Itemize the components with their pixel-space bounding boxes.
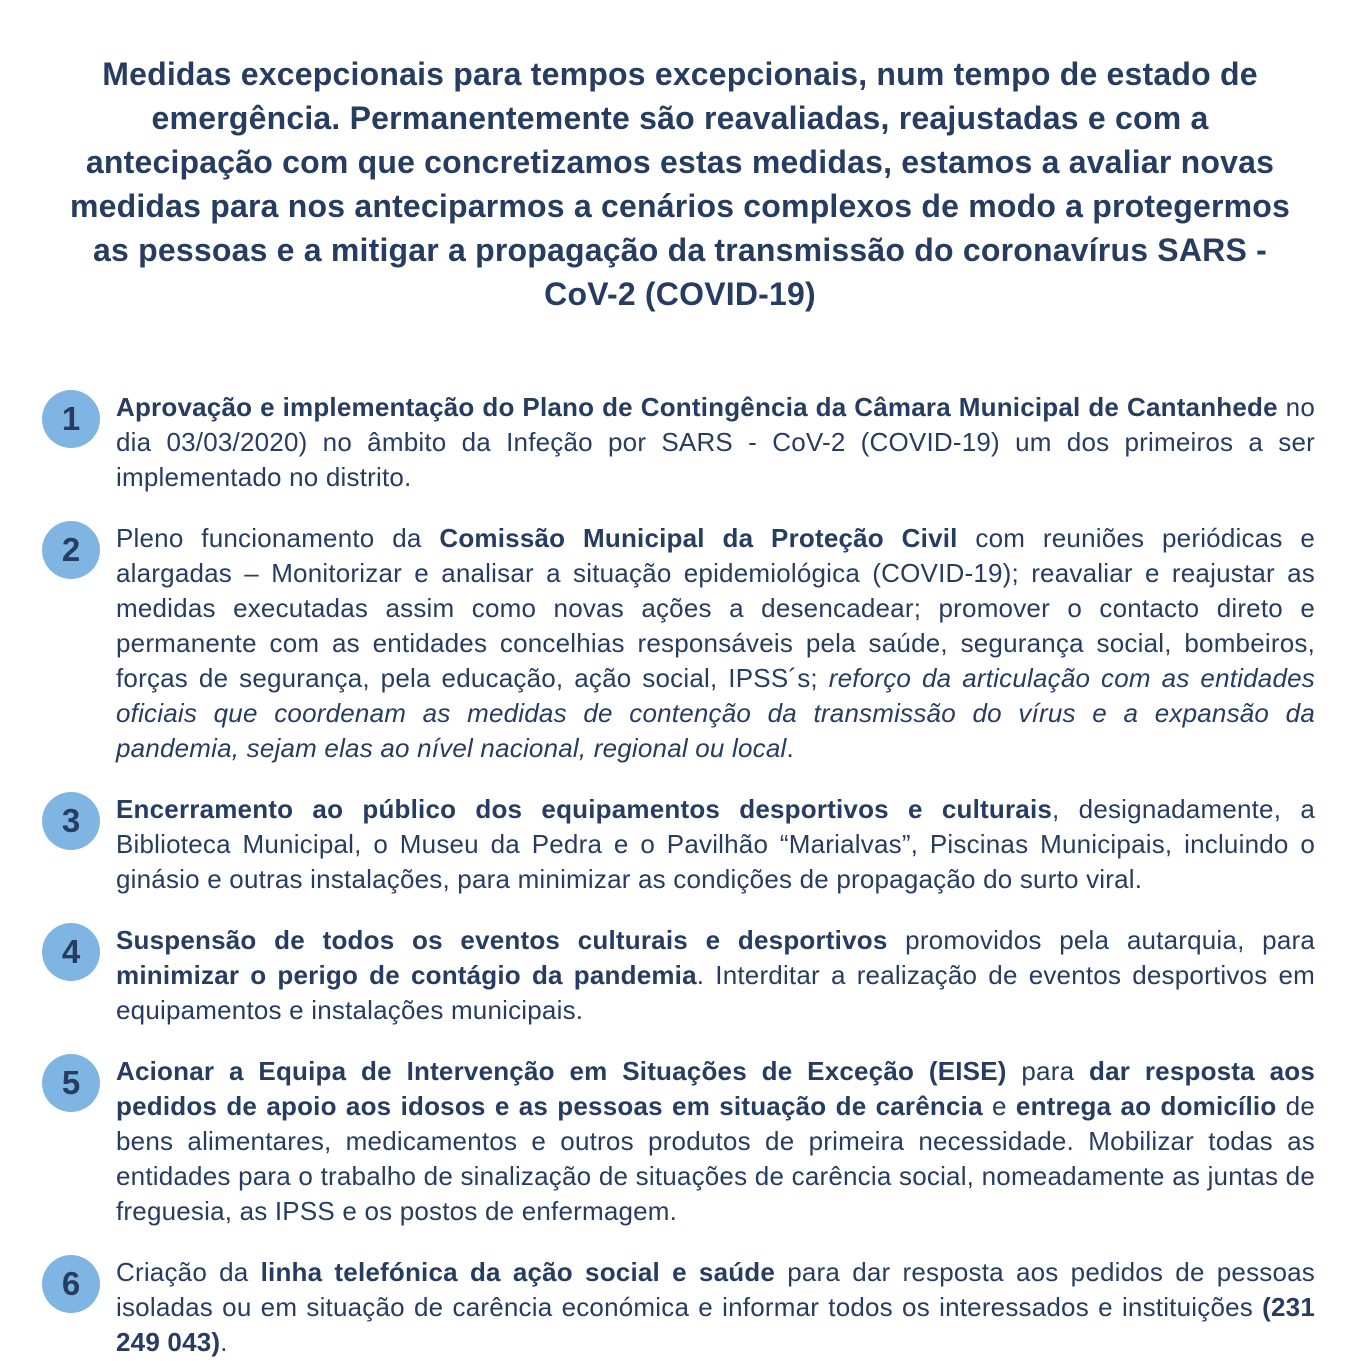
text-run-regular: . (220, 1327, 228, 1357)
text-run-regular: com reuniões periódicas e alargadas – Monitorizar e analisar a situação epidemiológica (COVID-19); reavaliar e reajustar as medidas executadas assim como novas ações a desencadear; promover o contacto direto e permanente com as entidades concelhias responsáveis pela saúde, segurança social, bombeiros, forças de segurança, pela educação, ação social, IPSS´s; (116, 523, 1315, 693)
number-badge-label: 4 (61, 932, 81, 970)
text-run-italic: reforço da articulação com as entidades oficiais que coordenam as medidas de contenção da transmissão do vírus e a expansão da pandemia, sejam elas ao nível nacional, regional ou local (116, 663, 1315, 763)
text-run-bold: entrega ao domicílio (1015, 1091, 1277, 1121)
text-run-regular: no dia 03/03/2020) no âmbito da Infeção por SARS - CoV-2 (COVID-19) um dos primeiros a ser implementado no distrito. (116, 392, 1315, 492)
number-badge-icon (42, 923, 100, 981)
measure-text (116, 1054, 1315, 1229)
text-run-bold: Encerramento ao público dos equipamentos desportivos e culturais (116, 794, 1053, 824)
number-badge-label: 5 (61, 1063, 81, 1101)
list-item (42, 521, 1315, 766)
text-run-regular: . (786, 733, 794, 763)
text-run-regular: Criação da (116, 1257, 261, 1287)
text-run-regular: de bens alimentares, medicamentos e outros produtos de primeira necessidade. Mobilizar todas as entidades para o trabalho de sinalização de situações de carência social, nomeadamente as juntas de freguesia, as IPSS e os postos de enfermagem. (116, 1091, 1315, 1226)
text-run-bold: minimizar o perigo de contágio da pandemia (116, 960, 697, 990)
number-badge-icon (42, 792, 100, 850)
text-run-bold: (231 249 043) (116, 1292, 1315, 1357)
page-title: Medidas excepcionais para tempos excepcionais, num tempo de estado de emergência. Permanentemente são reavaliadas, reajustadas e com a antecipação com que concretizamos estas medidas, estamos a avaliar novas medidas para nos anteciparmos a cenários complexos de modo a protegermos as pessoas e a mitigar a propagação da transmissão do coronavírus SARS - CoV-2 (COVID-19) (69, 56, 1291, 312)
text-run-regular: para dar resposta aos pedidos de pessoas isoladas ou em situação de carência económica e informar todos os interessados e instituições (116, 1257, 1315, 1322)
list-item (42, 1054, 1315, 1229)
text-run-bold: Comissão Municipal da Proteção Civil (439, 523, 958, 553)
measure-text (116, 390, 1315, 495)
number-badge-icon (42, 521, 100, 579)
list-item (42, 792, 1315, 897)
number-badge-label: 1 (61, 399, 81, 437)
measure-text (116, 792, 1315, 897)
measure-text (116, 521, 1315, 766)
text-run-bold: dar resposta aos pedidos de apoio aos idosos e as pessoas em situação de carência (116, 1056, 1316, 1121)
text-run-bold: Acionar a Equipa de Intervenção em Situações de Exceção (EISE) (116, 1056, 1007, 1086)
number-badge-label: 3 (61, 801, 81, 839)
text-run-bold: Suspensão de todos os eventos culturais e desportivos (116, 925, 888, 955)
text-run-regular: Pleno funcionamento da (116, 523, 440, 553)
text-run-regular: , designadamente, a Biblioteca Municipal, o Museu da Pedra e o Pavilhão “Marialvas”, Piscinas Municipais, incluindo o ginásio e outras instalações, para minimizar as condições de propagação do surto viral. (116, 794, 1315, 894)
text-run-regular: . Interditar a realização de eventos desportivos em equipamentos e instalações municipais. (116, 960, 1315, 1025)
text-run-bold: linha telefónica da ação social e saúde (260, 1257, 776, 1287)
measure-text (116, 923, 1315, 1028)
text-run-regular: e (982, 1091, 1016, 1121)
page-header (0, 0, 1360, 316)
number-badge-icon (42, 1255, 100, 1313)
text-run-regular: para (1006, 1056, 1090, 1086)
list-item (42, 923, 1315, 1028)
text-run-regular: promovidos pela autarquia, para (887, 925, 1316, 955)
measures-list (42, 390, 1315, 1360)
number-badge-label: 2 (61, 530, 81, 568)
number-badge-icon (42, 390, 100, 448)
measure-text (116, 1255, 1315, 1360)
list-item (42, 390, 1315, 495)
number-badge-icon (42, 1054, 100, 1112)
number-badge-label: 6 (61, 1264, 81, 1302)
list-item (42, 1255, 1315, 1360)
text-run-bold: Aprovação e implementação do Plano de Contingência da Câmara Municipal de Cantanhede (116, 392, 1278, 422)
